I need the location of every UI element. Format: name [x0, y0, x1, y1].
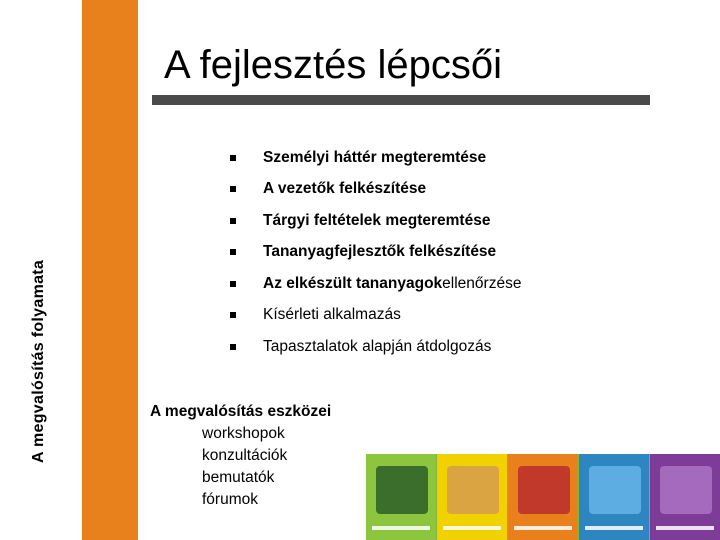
- logo-caption: [656, 526, 714, 530]
- step-text-bold: Személyi háttér megteremtése: [263, 148, 487, 166]
- step-item: [230, 268, 521, 300]
- logo-caption: [372, 526, 430, 530]
- square-bullet-icon: [230, 155, 236, 161]
- steps-list: [230, 142, 521, 363]
- step-item: [230, 237, 521, 269]
- step-text: ellenőrzése: [442, 274, 522, 292]
- logo-art-icon: [376, 466, 428, 514]
- page-title: A fejlesztés lépcsői: [164, 43, 502, 87]
- logo-art-icon: [589, 466, 641, 514]
- step-item: [230, 331, 521, 363]
- square-bullet-icon: [230, 249, 236, 255]
- step-item: [230, 300, 521, 332]
- sidebar-accent-bar: [82, 0, 138, 540]
- step-text: Tapasztalatok alapján átdolgozás: [263, 337, 492, 355]
- tool-item: bemutatók: [202, 469, 275, 486]
- step-text-bold: A vezetők felkészítése: [263, 180, 427, 198]
- step-item: [230, 174, 521, 206]
- step-text-bold: Az elkészült tananyagok: [263, 274, 443, 292]
- tools-heading: A megvalósítás eszközei: [150, 403, 332, 420]
- step-text: Kísérleti alkalmazás: [263, 306, 401, 324]
- logo-caption: [514, 526, 572, 530]
- tool-item: konzultációk: [202, 447, 288, 464]
- logo-art-icon: [518, 466, 570, 514]
- square-bullet-icon: [230, 344, 236, 350]
- tools-list: [150, 423, 331, 511]
- process-vertical-label: A megvalósítás folyamata: [30, 259, 47, 463]
- square-bullet-icon: [230, 218, 236, 224]
- step-text-bold: Tananyagfejlesztők felkészítése: [263, 243, 497, 261]
- logo-art-icon: [660, 466, 712, 514]
- step-item: [230, 142, 521, 174]
- logo-tile-3: [508, 454, 578, 540]
- step-text-bold: Tárgyi feltételek megteremtése: [263, 211, 491, 229]
- logo-caption: [585, 526, 643, 530]
- square-bullet-icon: [230, 312, 236, 318]
- square-bullet-icon: [230, 186, 236, 192]
- logo-strip: [366, 454, 720, 540]
- logo-tile-1: [366, 454, 436, 540]
- tool-item: fórumok: [202, 491, 258, 508]
- logo-tile-5: [650, 454, 720, 540]
- title-divider: [152, 95, 650, 105]
- tool-item: workshopok: [202, 425, 285, 442]
- logo-caption: [443, 526, 501, 530]
- tools-section: [150, 401, 331, 511]
- logo-tile-4: [579, 454, 649, 540]
- logo-tile-2: [437, 454, 507, 540]
- square-bullet-icon: [230, 281, 236, 287]
- step-item: [230, 205, 521, 237]
- logo-art-icon: [447, 466, 499, 514]
